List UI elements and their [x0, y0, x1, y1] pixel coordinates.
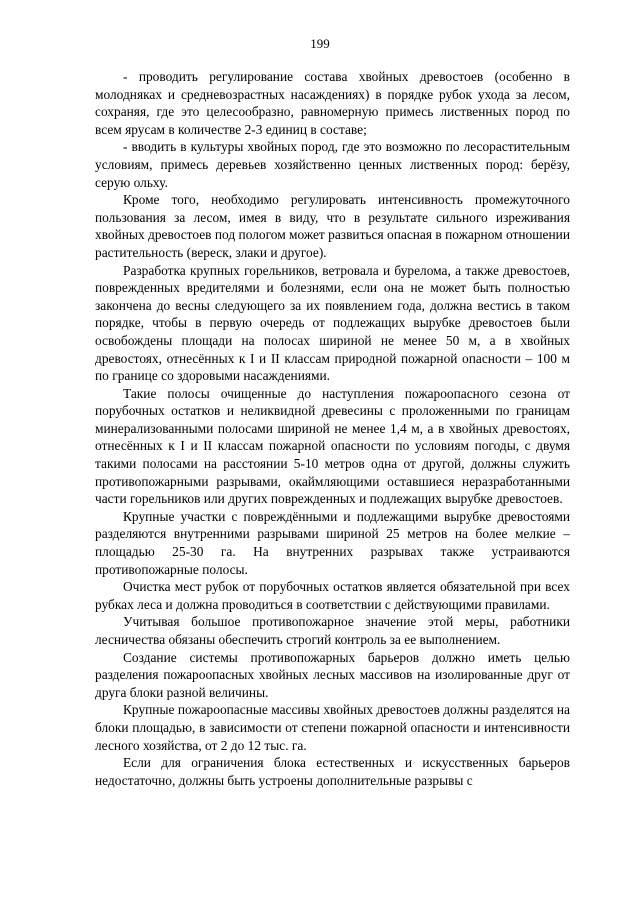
- paragraph-burned-areas: Разработка крупных горельников, ветровала и бурелома, а также древостоев, поврежденных вредителями и болезнями, если она не может быть полностью закончена до весны следующего за их появлением года, должна вестись в таком порядке, чтобы в первую очередь от подлежащих вырубке древостоев были освобождены площади на полосах шириной не менее 50 м, а в хвойных древостоях, отнесённых к I и II классам природной пожарной опасности – 100 м по границе со здоровыми насаждениями.: [95, 262, 570, 384]
- paragraph-control: Учитывая большое противопожарное значение этой меры, работники лесничества обязаны обеспечить строгий контроль за ее выполнением.: [95, 614, 570, 647]
- paragraph-barrier-system: Создание системы противопожарных барьеров должно иметь целью разделения пожароопасных хвойных лесных массивов на изолированные друг от друга блоки разной величины.: [95, 649, 570, 700]
- paragraph-additional-breaks: Если для ограничения блока естественных и искусственных барьеров недостаточно, должны быть устроены дополнительные разрывы с: [95, 755, 570, 788]
- paragraph-deciduous-planting: - вводить в культуры хвойных пород, где это возможно по лесорастительным условиям, примесь деревьев хозяйственно ценных лиственных пород: берёзу, серую ольху.: [95, 139, 570, 190]
- paragraph-cleared-strips: Такие полосы очищенные до наступления пожароопасного сезона от порубочных остатков и неликвидной древесины с проложенными по границам минерализованными полосами шириной не менее 1,4 м, а в хвойных древостоях, отнесённых к I и II классам пожарной опасности по условиям погоды, с двумя такими полосами на расстоянии 5-10 метров одна от другой, должны служить противопожарными разрывами, окаймляющими оставшиеся неразработанными части горельников или других поврежденных и подлежащих вырубке древостоев.: [95, 385, 570, 507]
- paragraph-block-division: Крупные пожароопасные массивы хвойных древостоев должны разделятся на блоки площадью, в зависимости от степени пожарной опасности и интенсивности лесного хозяйства, от 2 до 12 тыс. га.: [95, 702, 570, 753]
- paragraph-internal-breaks: Крупные участки с повреждёнными и подлежащими вырубке древостоями разделяются внутренними разрывами шириной 25 метров на более мелкие – площадью 25-30 га. На внутренних разрывах также устраиваются противопожарные полосы.: [95, 508, 570, 577]
- body-text: [95, 68, 570, 789]
- paragraph-intermediate-use: Кроме того, необходимо регулировать интенсивность промежуточного пользования за лесом, имея в виду, что в результате сильного изреживания хвойных древостоев под пологом может развиться опасная в пожарном отношении растительность (вереск, злаки и другое).: [95, 192, 570, 260]
- paragraph-slash-cleanup: Очистка мест рубок от порубочных остатков является обязательной при всех рубках леса и должна проводиться в соответствии с действующими правилами.: [95, 579, 570, 612]
- page-number: 199: [310, 36, 330, 51]
- paragraph-species-regulation: - проводить регулирование состава хвойных древостоев (особенно в молодняках и средневозрастных насаждениях) в порядке рубок ухода за лесом, сохраняя, где это целесообразно, равномерную примесь лиственных пород по всем ярусам в количестве 2-3 единиц в составе;: [95, 69, 570, 137]
